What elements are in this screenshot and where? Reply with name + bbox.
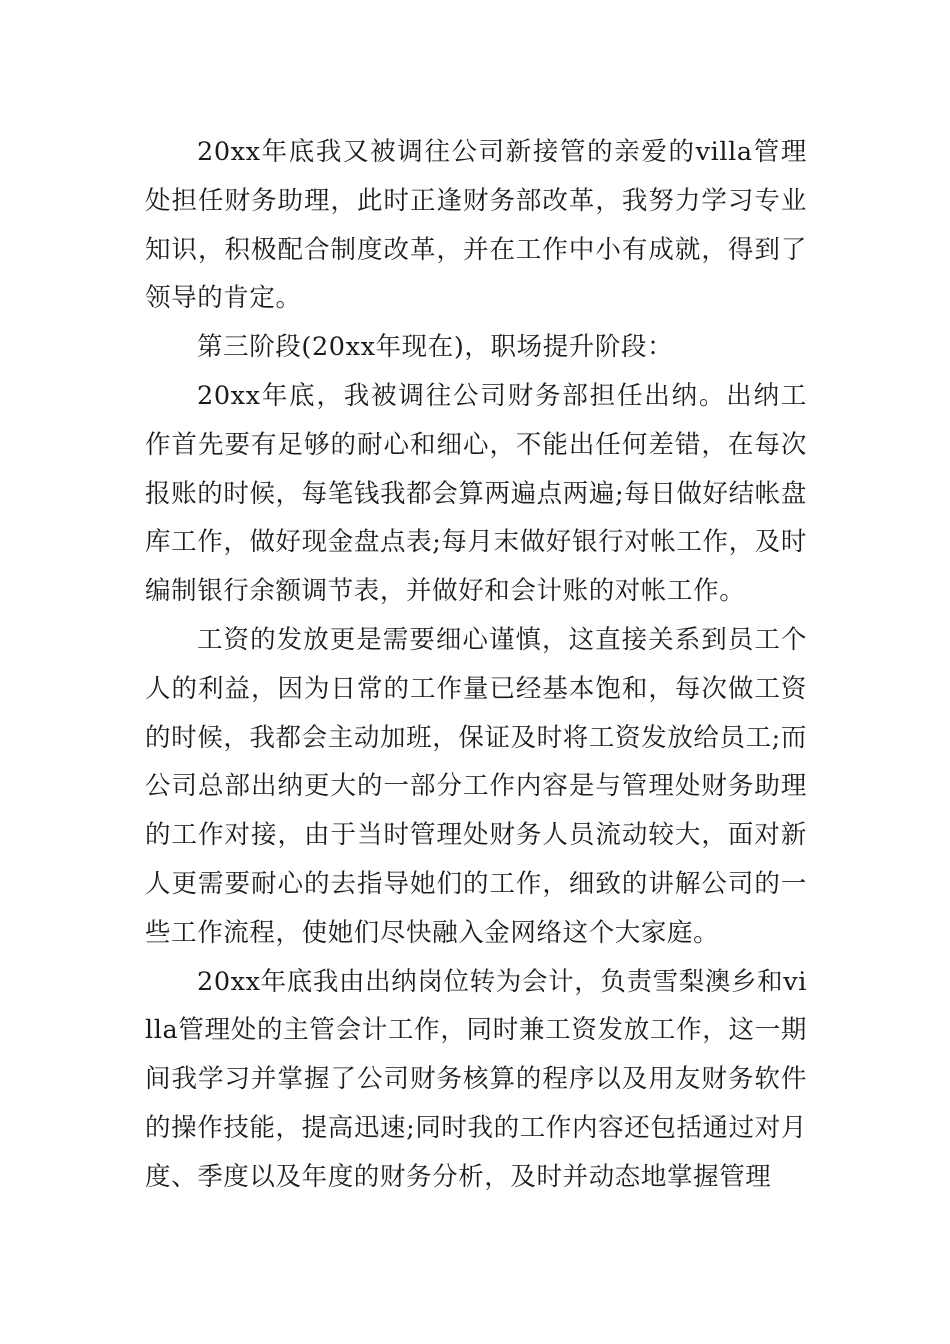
paragraph-stage-three-heading: 第三阶段(20xx年现在)，职场提升阶段： — [197, 332, 674, 363]
document-body — [145, 128, 807, 1202]
paragraph-accountant: 20xx年底我由出纳岗位转为会计，负责雪梨澳乡和villa管理处的主管会计工作，同时兼工资发放工作，这一期间我学习并掌握了公司财务核算的程序以及用友财务软件的操作技能，提高迅速;同时我的工作内容还包括通过对月度、季度以及年度的财务分析，及时并动态地掌握管理 — [145, 966, 807, 1192]
paragraph-cashier: 20xx年底，我被调往公司财务部担任出纳。出纳工作首先要有足够的耐心和细心，不能出任何差错，在每次报账的时候，每笔钱我都会算两遍点两遍;每日做好结帐盘库工作，做好现金盘点表;每月末做好银行对帐工作，及时编制银行余额调节表，并做好和会计账的对帐工作。 — [145, 380, 807, 607]
paragraph-payroll: 工资的发放更是需要细心谨慎，这直接关系到员工个人的利益，因为日常的工作量已经基本饱和，每次做工资的时候，我都会主动加班，保证及时将工资发放给员工;而公司总部出纳更大的一部分工作内容是与管理处财务助理的工作对接，由于当时管理处财务人员流动较大，面对新人更需要耐心的去指导她们的工作，细致的讲解公司的一些工作流程，使她们尽快融入金网络这个大家庭。 — [145, 624, 807, 948]
paragraph-villa-assistant: 20xx年底我又被调往公司新接管的亲爱的villa管理处担任财务助理，此时正逢财务部改革，我努力学习专业知识，积极配合制度改革，并在工作中小有成就，得到了领导的肯定。 — [145, 137, 807, 314]
